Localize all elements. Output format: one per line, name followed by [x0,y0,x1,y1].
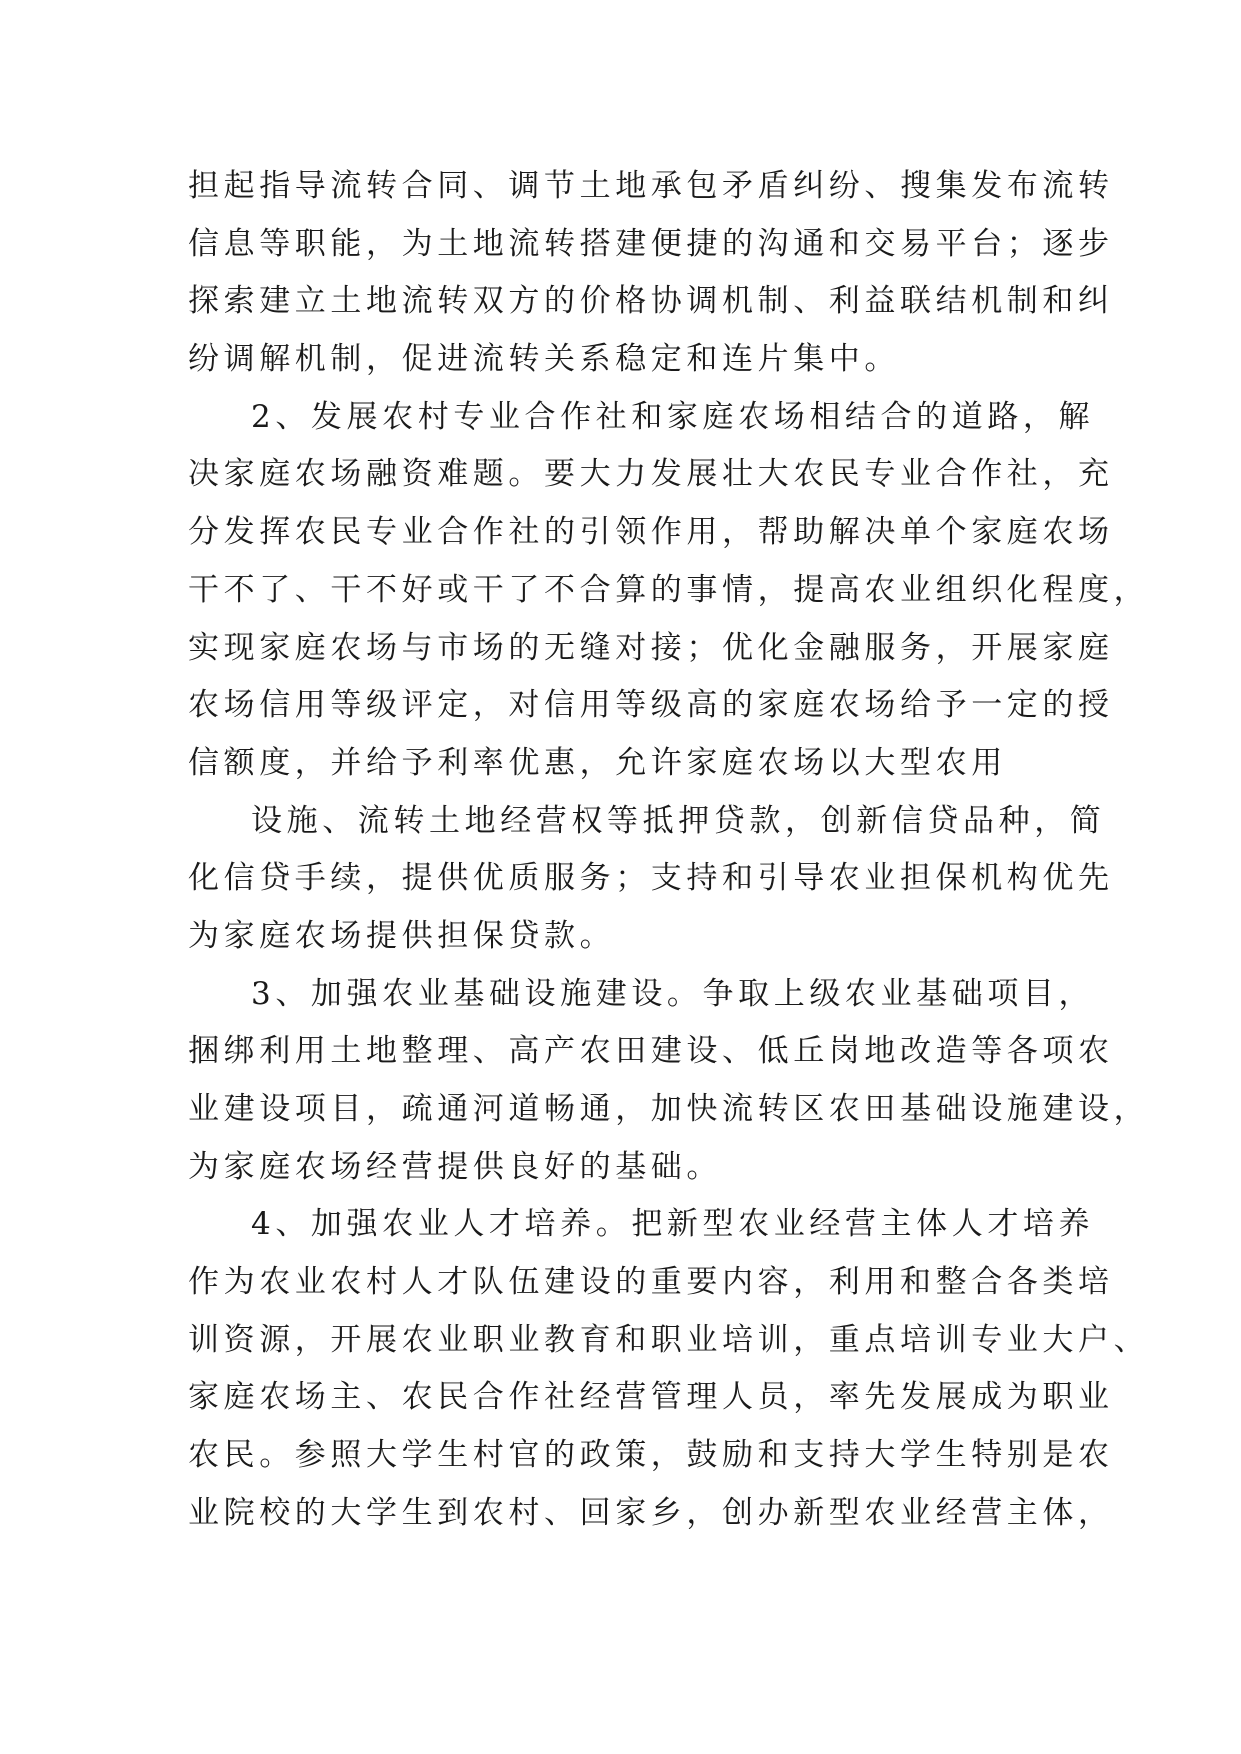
text-line: 3、加强农业基础设施建设。争取上级农业基础项目， [251,975,1095,1012]
text-line: 4、加强农业人才培养。把新型农业经营主体人才培养 [251,1206,1095,1243]
text-line: 决家庭农场融资难题。要大力发展壮大农民专业合作社，充 [188,456,1114,493]
body-text [188,158,1150,1543]
text-line: 为家庭农场经营提供良好的基础。 [188,1148,722,1185]
text-line: 业建设项目，疏通河道畅通，加快流转区农田基础设施建设， [188,1091,1150,1127]
text-line: 家庭农场主、农民合作社经营管理人员，率先发展成为职业 [188,1379,1114,1416]
text-line: 信息等职能，为土地流转搭建便捷的沟通和交易平台；逐步 [188,225,1114,262]
text-line: 担起指导流转合同、调节土地承包矛盾纠纷、搜集发布流转 [188,168,1114,204]
text-line: 化信贷手续，提供优质服务；支持和引导农业担保机构优先 [188,860,1114,897]
text-line: 为家庭农场提供担保贷款。 [188,917,616,954]
text-line: 2、发展农村专业合作社和家庭农场相结合的道路，解 [251,398,1095,435]
text-line: 分发挥农民专业合作社的引领作用，帮助解决单个家庭农场 [188,514,1114,551]
text-line: 作为农业农村人才队伍建设的重要内容，利用和整合各类培 [188,1264,1114,1301]
text-line: 农场信用等级评定，对信用等级高的家庭农场给予一定的授 [188,687,1114,724]
text-line: 业院校的大学生到农村、回家乡，创办新型农业经营主体， [188,1494,1114,1531]
text-line: 实现家庭农场与市场的无缝对接；优化金融服务，开展家庭 [188,629,1114,666]
text-line: 探索建立土地流转双方的价格协调机制、利益联结机制和纠 [188,283,1114,320]
text-line: 信额度，并给予利率优惠，允许家庭农场以大型农用 [188,744,1007,781]
text-line: 训资源，开展农业职业教育和职业培训，重点培训专业大户、 [188,1321,1150,1358]
text-line: 纷调解机制，促进流转关系稳定和连片集中。 [188,341,900,378]
text-line: 捆绑利用土地整理、高产农田建设、低丘岗地改造等各项农 [188,1033,1114,1070]
text-line: 农民。参照大学生村官的政策，鼓励和支持大学生特别是农 [188,1437,1114,1474]
text-line: 设施、流转土地经营权等抵押贷款，创新信贷品种，简 [251,802,1106,839]
text-line: 干不了、干不好或干了不合算的事情，提高农业组织化程度， [188,571,1150,608]
